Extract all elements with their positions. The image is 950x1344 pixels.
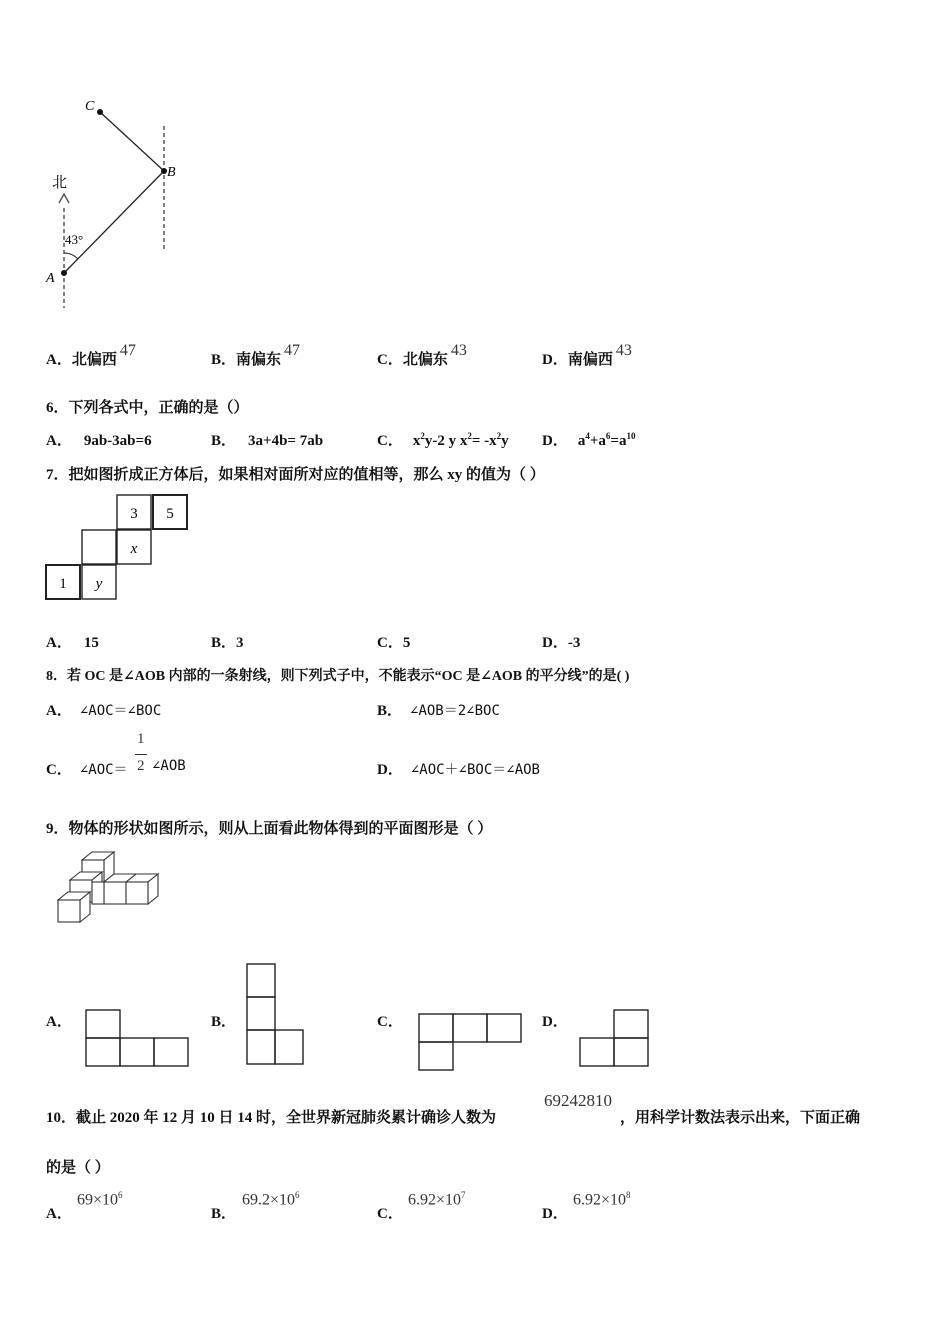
q8-frac-num: 1 xyxy=(137,731,145,747)
q5-option-a[interactable]: A．北偏西47 xyxy=(46,342,136,368)
q10-option-b-label[interactable]: B． xyxy=(211,1206,237,1222)
q6-option-c[interactable]: C． $x^2y-2$ y $x^2= -x^2y$ xyxy=(377,431,509,449)
north-arrow xyxy=(59,194,69,203)
q9-option-c-label[interactable]: C． xyxy=(377,1014,403,1030)
q8-frac-den: 2 xyxy=(137,758,145,774)
q10-stem-pre: 10．截止 2020 年 12 月 10 日 14 时，全世界新冠肺炎累计确诊人数为 xyxy=(46,1110,497,1126)
q9-option-d-label[interactable]: D． xyxy=(542,1014,568,1030)
q8-option-a[interactable]: A． ∠AOC＝∠BOC xyxy=(46,703,162,719)
q10-option-a-value[interactable]: $69\times 10^6$ xyxy=(77,1190,123,1209)
q10-option-b-value[interactable]: $69.2\times 10^6$ xyxy=(242,1190,300,1209)
q9-option-d-figure[interactable] xyxy=(578,1008,654,1070)
q10-option-c-label[interactable]: C． xyxy=(377,1206,403,1222)
q10-option-d-label[interactable]: D． xyxy=(542,1206,568,1222)
label-north: 北 xyxy=(52,175,68,191)
cell-3-label: 3 xyxy=(130,506,138,522)
q8-option-b[interactable]: B． ∠AOB＝2∠BOC xyxy=(377,703,500,719)
q6-option-d[interactable]: D． $a^4+a^6=a^{10}$ xyxy=(542,431,636,449)
cube-net xyxy=(42,492,192,604)
q10-option-d-value[interactable]: $6.92\times 10^8$ xyxy=(573,1190,631,1209)
cell-x-label: x xyxy=(130,541,138,557)
point-a xyxy=(61,270,67,276)
q5-option-c[interactable]: C．北偏东43 xyxy=(377,342,467,368)
cell-y-label: y xyxy=(95,576,103,592)
q10-stem-line2: 的是（ ） xyxy=(46,1160,110,1176)
q7-option-c[interactable]: C．5 xyxy=(377,635,411,651)
angle-arc xyxy=(64,253,78,259)
label-c: C xyxy=(85,99,95,114)
direction-figure xyxy=(40,90,200,315)
q9-option-c-figure[interactable] xyxy=(416,1011,526,1073)
q9-stem: 9．物体的形状如图所示，则从上面看此物体得到的平面图形是（ ） xyxy=(46,821,493,837)
q9-option-b-figure[interactable] xyxy=(244,962,308,1068)
q7-option-b[interactable]: B．3 xyxy=(211,635,244,651)
q5-option-b[interactable]: B．南偏东47 xyxy=(211,342,301,368)
q8-option-c-tail: ∠AOB xyxy=(152,758,186,774)
q6-option-a[interactable]: A． 9ab-3ab=6 xyxy=(46,433,152,449)
q7-option-a[interactable]: A． 15 xyxy=(46,635,99,651)
cell-5-label: 5 xyxy=(166,506,174,522)
point-c xyxy=(97,109,103,115)
q10-number: 69242810 xyxy=(544,1091,612,1110)
q6-option-b[interactable]: B． 3a+4b= 7ab xyxy=(211,433,324,449)
q10-option-a-label[interactable]: A． xyxy=(46,1206,72,1222)
q8-stem: 8．若 OC 是∠AOB 内部的一条射线，则下列式子中，不能表示“OC 是∠AOB 的平分线”的是( ) xyxy=(46,669,630,684)
q8-option-d[interactable]: D． ∠AOC＋∠BOC＝∠AOB xyxy=(377,762,540,778)
q10-stem-post: ，用科学计数法表示出来，下面正确 xyxy=(620,1110,861,1126)
q7-stem: 7．把如图折成正方体后，如果相对面所对应的值相等，那么 xy 的值为（ ） xyxy=(46,467,545,483)
q9-option-a-label[interactable]: A． xyxy=(46,1014,72,1030)
q6-stem: 6．下列各式中，正确的是（） xyxy=(46,400,249,416)
label-a: A xyxy=(46,271,55,286)
q8-option-c[interactable]: C． ∠AOC＝ xyxy=(46,762,128,778)
q5-option-d[interactable]: D．南偏西43 xyxy=(542,342,632,368)
label-b: B xyxy=(167,165,176,180)
cell-blank xyxy=(82,530,116,564)
q10-option-c-value[interactable]: $6.92\times 10^7$ xyxy=(408,1190,466,1209)
q9-option-a-figure[interactable] xyxy=(84,1008,192,1068)
segment-ba xyxy=(64,171,164,273)
cubes-3d-figure xyxy=(52,848,168,928)
q9-option-b-label[interactable]: B． xyxy=(211,1014,237,1030)
label-angle: 43° xyxy=(65,232,84,247)
cell-1-label: 1 xyxy=(59,576,67,592)
q8-frac-bar xyxy=(135,754,147,755)
q7-option-d[interactable]: D．-3 xyxy=(542,635,581,651)
segment-cb xyxy=(100,112,164,171)
